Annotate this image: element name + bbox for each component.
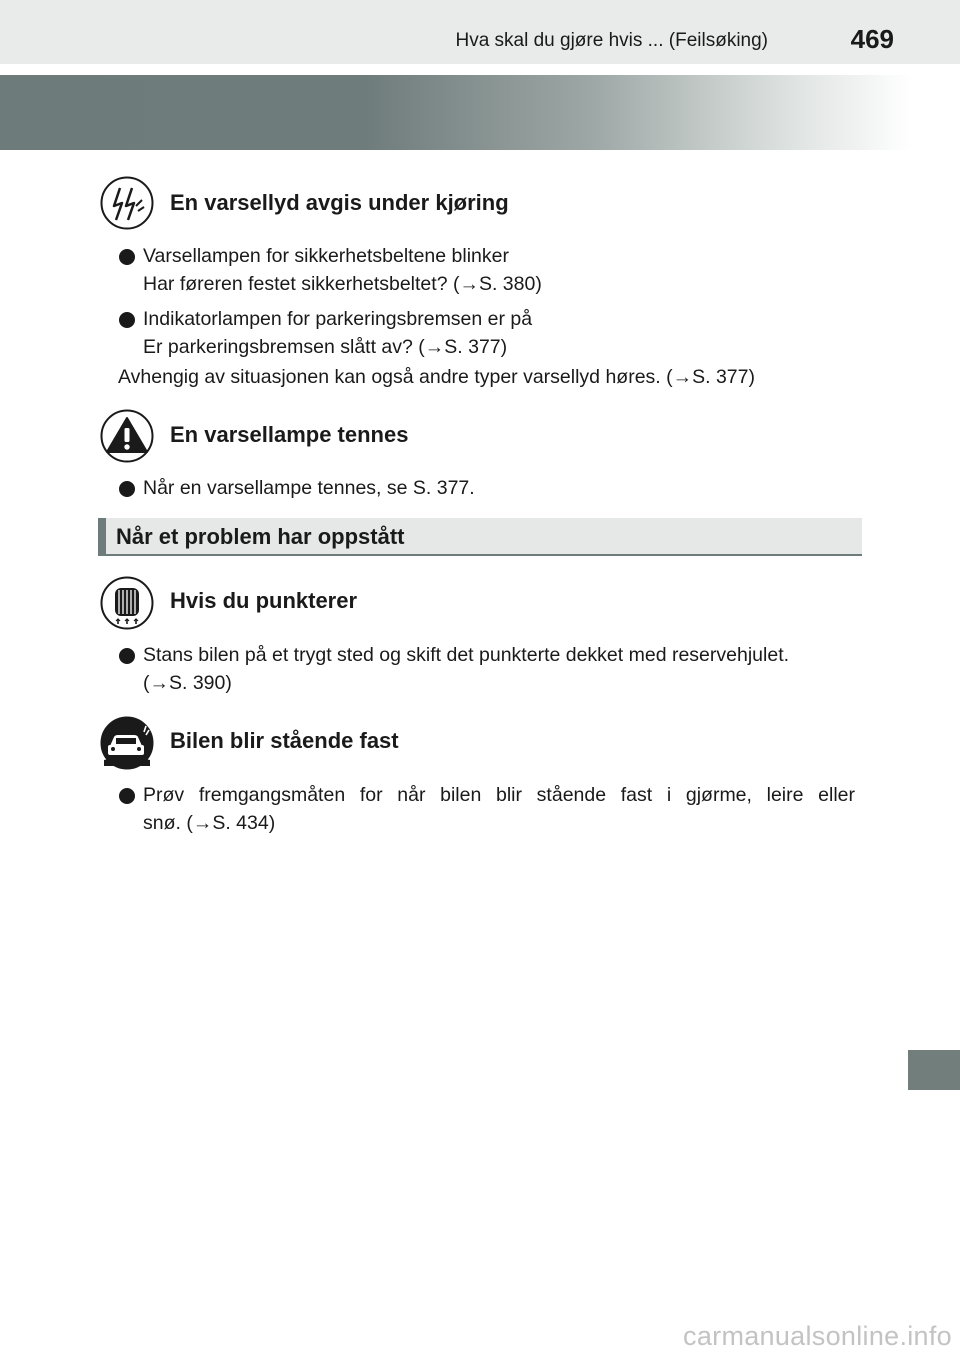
warning-triangle-icon bbox=[100, 409, 154, 463]
section-heading-warning-sound: En varsellyd avgis under kjøring bbox=[170, 190, 509, 215]
list-item: Stans bilen på et trygt sted og skift det punkterte dekket med reservehjulet. bbox=[143, 644, 790, 666]
stuck-car-icon bbox=[100, 716, 154, 770]
section-heading-warning-lamp: En varsellampe tennes bbox=[170, 422, 409, 447]
section-title: Når et problem har oppstått bbox=[116, 524, 405, 549]
bullet-icon bbox=[119, 648, 135, 664]
alarm-sound-icon bbox=[100, 176, 154, 230]
chapter-banner bbox=[0, 75, 960, 150]
section-heading-flat-tire: Hvis du punkterer bbox=[170, 588, 358, 613]
bullet-icon bbox=[119, 249, 135, 265]
bullet-icon bbox=[119, 312, 135, 328]
list-item-detail: (→S. 390) bbox=[143, 672, 232, 694]
note-text: Avhengig av situasjonen kan også andre typer varsellyd høres. (→S. 377) bbox=[118, 366, 755, 388]
section-heading-stuck: Bilen blir stående fast bbox=[170, 728, 399, 753]
list-item-detail: Er parkeringsbremsen slått av? (→S. 377) bbox=[143, 336, 508, 358]
list-item: Når en varsellampe tennes, se S. 377. bbox=[143, 477, 475, 499]
bullet-icon bbox=[119, 788, 135, 804]
list-item: Indikatorlampen for parkeringsbremsen er på bbox=[143, 308, 533, 330]
list-item-detail: snø. (→S. 434) bbox=[143, 812, 276, 834]
bullet-icon bbox=[119, 481, 135, 497]
watermark: carmanualsonline.info bbox=[683, 1321, 952, 1351]
flat-tire-icon bbox=[100, 576, 154, 630]
page-number: 469 bbox=[850, 24, 894, 54]
chapter-title: Hva skal du gjøre hvis ... (Feilsøking) bbox=[455, 30, 768, 51]
list-item: Varsellampen for sikkerhetsbeltene blinker bbox=[143, 245, 509, 267]
section-title-bar bbox=[98, 518, 862, 556]
list-item: Prøv fremgangsmåten for når bilen blir stående fast i gjørme, leire eller bbox=[143, 784, 855, 806]
page-header bbox=[0, 0, 960, 64]
chapter-side-tab[interactable] bbox=[908, 1050, 960, 1090]
list-item-detail: Har føreren festet sikkerhetsbeltet? (→S. 380) bbox=[143, 273, 542, 295]
